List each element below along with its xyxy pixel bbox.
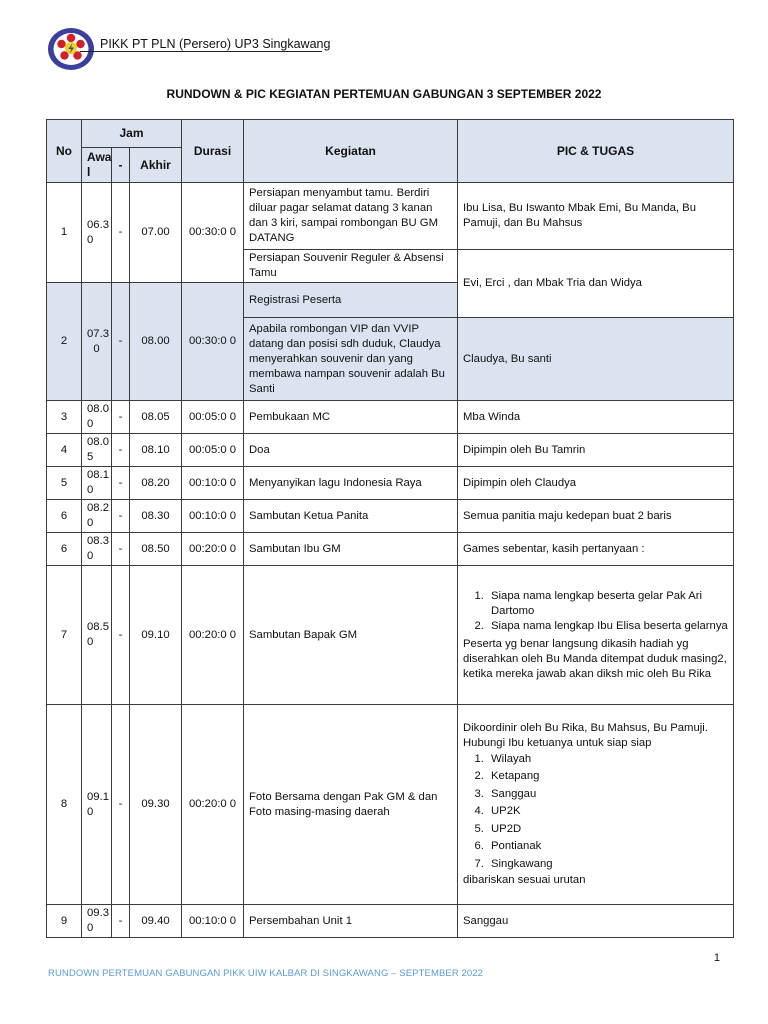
header-kegiatan: Kegiatan xyxy=(244,120,458,183)
pic-tasks xyxy=(458,705,734,905)
time-separator: - xyxy=(112,283,130,401)
header-jam: Jam xyxy=(82,120,182,148)
activity: Apabila rombongan VIP dan VVIP datang dan posisi sdh duduk, Claudya menyerahkan souvenir dan yang membawa nampan souvenir adalah Bu Santi xyxy=(244,318,458,401)
duration: 00:20:0 0 xyxy=(182,705,244,905)
table-row xyxy=(47,533,734,566)
start-time: 08.2 0 xyxy=(82,500,112,533)
header-no: No xyxy=(47,120,82,183)
header-dash: - xyxy=(112,148,130,183)
end-time: 09.40 xyxy=(130,905,182,938)
activity: Persiapan Souvenir Reguler & Absensi Tamu xyxy=(244,250,458,283)
time-separator: - xyxy=(112,566,130,705)
row-number: 4 xyxy=(47,434,82,467)
start-time: 08.5 0 xyxy=(82,566,112,705)
start-time: 08.3 0 xyxy=(82,533,112,566)
start-time: 09.1 0 xyxy=(82,705,112,905)
pic-tasks: Dipimpin oleh Bu Tamrin xyxy=(458,434,734,467)
region-item: 3. Sanggau xyxy=(487,786,728,804)
activity: Menyanyikan lagu Indonesia Raya xyxy=(244,467,458,500)
start-time: 08.0 0 xyxy=(82,401,112,434)
row-number: 3 xyxy=(47,401,82,434)
pic-tasks: Evi, Erci , dan Mbak Tria dan Widya xyxy=(458,250,734,318)
pic-tasks: Mba Winda xyxy=(458,401,734,434)
start-time: 08.1 0 xyxy=(82,467,112,500)
header-durasi: Durasi xyxy=(182,120,244,183)
duration: 00:20:0 0 xyxy=(182,566,244,705)
table-row xyxy=(47,905,734,938)
duration: 00:10:0 0 xyxy=(182,500,244,533)
row-number: 6 xyxy=(47,533,82,566)
table-row xyxy=(47,434,734,467)
time-separator: - xyxy=(112,467,130,500)
start-time: 08.0 5 xyxy=(82,434,112,467)
table-row xyxy=(47,183,734,250)
activity: Persiapan menyambut tamu. Berdiri diluar pagar selamat datang 3 kanan dan 3 kiri, sampai rombongan BU GM DATANG xyxy=(244,183,458,250)
duration: 00:05:0 0 xyxy=(182,434,244,467)
header-akhir: Akhir xyxy=(130,148,182,183)
region-item: 7. Singkawang xyxy=(487,856,728,874)
duration: 00:20:0 0 xyxy=(182,533,244,566)
end-time: 09.30 xyxy=(130,705,182,905)
end-time: 08.20 xyxy=(130,467,182,500)
row-number: 9 xyxy=(47,905,82,938)
time-separator: - xyxy=(112,401,130,434)
region-item: 2. Ketapang xyxy=(487,768,728,786)
time-separator: - xyxy=(112,533,130,566)
pic-intro: Dikoordinir oleh Bu Rika, Bu Mahsus, Bu Pamuji. Hubungi Ibu ketuanya untuk siap siap xyxy=(463,721,708,749)
duration: 00:10:0 0 xyxy=(182,467,244,500)
organization-name: PIKK PT PLN (Persero) UP3 Singkawang xyxy=(100,37,331,51)
activity: Registrasi Peserta xyxy=(244,283,458,318)
header-pic: PIC & TUGAS xyxy=(458,120,734,183)
quiz-question: 1. Siapa nama lengkap beserta gelar Pak Ari Dartomo xyxy=(487,589,728,619)
activity: Pembukaan MC xyxy=(244,401,458,434)
activity: Doa xyxy=(244,434,458,467)
quiz-question: 2. Siapa nama lengkap Ibu Elisa beserta gelarnya xyxy=(487,619,728,634)
end-time: 07.00 xyxy=(130,183,182,283)
header-awal: Awa l xyxy=(82,148,112,183)
row-number: 8 xyxy=(47,705,82,905)
end-time: 08.00 xyxy=(130,283,182,401)
row-number: 7 xyxy=(47,566,82,705)
activity: Foto Bersama dengan Pak GM & dan Foto masing-masing daerah xyxy=(244,705,458,905)
duration: 00:30:0 0 xyxy=(182,283,244,401)
table-row xyxy=(47,566,734,705)
duration: 00:05:0 0 xyxy=(182,401,244,434)
pic-tasks: Claudya, Bu santi xyxy=(458,318,734,401)
time-separator: - xyxy=(112,705,130,905)
pic-tasks: Dipimpin oleh Claudya xyxy=(458,467,734,500)
activity: Persembahan Unit 1 xyxy=(244,905,458,938)
time-separator: - xyxy=(112,434,130,467)
pic-tasks: Semua panitia maju kedepan buat 2 baris xyxy=(458,500,734,533)
start-time: 07.3 0 xyxy=(82,283,112,401)
end-time: 09.10 xyxy=(130,566,182,705)
start-time: 06.3 0 xyxy=(82,183,112,283)
pic-tasks xyxy=(458,566,734,705)
rundown-table xyxy=(46,119,734,938)
table-row xyxy=(47,467,734,500)
time-separator: - xyxy=(112,905,130,938)
region-item: 5. UP2D xyxy=(487,821,728,839)
activity: Sambutan Ketua Panita xyxy=(244,500,458,533)
pic-tasks: Sanggau xyxy=(458,905,734,938)
start-time: 09.3 0 xyxy=(82,905,112,938)
duration: 00:30:0 0 xyxy=(182,183,244,283)
page-footer: RUNDOWN PERTEMUAN GABUNGAN PIKK UIW KALBAR DI SINGKAWANG – SEPTEMBER 2022 xyxy=(48,968,484,979)
pic-note: Peserta yg benar langsung dikasih hadiah yg diserahkan oleh Bu Manda ditempat duduk masing2, ketika mereka jawab akan diksh mic oleh Bu Rika xyxy=(463,637,727,680)
page-number: 1 xyxy=(713,952,720,964)
table-row xyxy=(47,500,734,533)
pikk-logo-icon xyxy=(46,26,96,72)
region-item: 6. Pontianak xyxy=(487,838,728,856)
time-separator: - xyxy=(112,183,130,283)
header-divider xyxy=(80,51,322,52)
pic-note: dibariskan sesuai urutan xyxy=(463,874,586,887)
document-title: RUNDOWN & PIC KEGIATAN PERTEMUAN GABUNGAN 3 SEPTEMBER 2022 xyxy=(166,87,602,101)
pic-tasks: Games sebentar, kasih pertanyaan : xyxy=(458,533,734,566)
end-time: 08.10 xyxy=(130,434,182,467)
table-row xyxy=(47,401,734,434)
time-separator: - xyxy=(112,500,130,533)
duration: 00:10:0 0 xyxy=(182,905,244,938)
activity: Sambutan Ibu GM xyxy=(244,533,458,566)
row-number: 6 xyxy=(47,500,82,533)
table-row xyxy=(47,705,734,905)
activity: Sambutan Bapak GM xyxy=(244,566,458,705)
row-number: 1 xyxy=(47,183,82,283)
end-time: 08.05 xyxy=(130,401,182,434)
row-number: 2 xyxy=(47,283,82,401)
end-time: 08.50 xyxy=(130,533,182,566)
pic-tasks: Ibu Lisa, Bu Iswanto Mbak Emi, Bu Manda, Bu Pamuji, dan Bu Mahsus xyxy=(458,183,734,250)
row-number: 5 xyxy=(47,467,82,500)
region-item: 4. UP2K xyxy=(487,803,728,821)
end-time: 08.30 xyxy=(130,500,182,533)
region-item: 1. Wilayah xyxy=(487,751,728,769)
